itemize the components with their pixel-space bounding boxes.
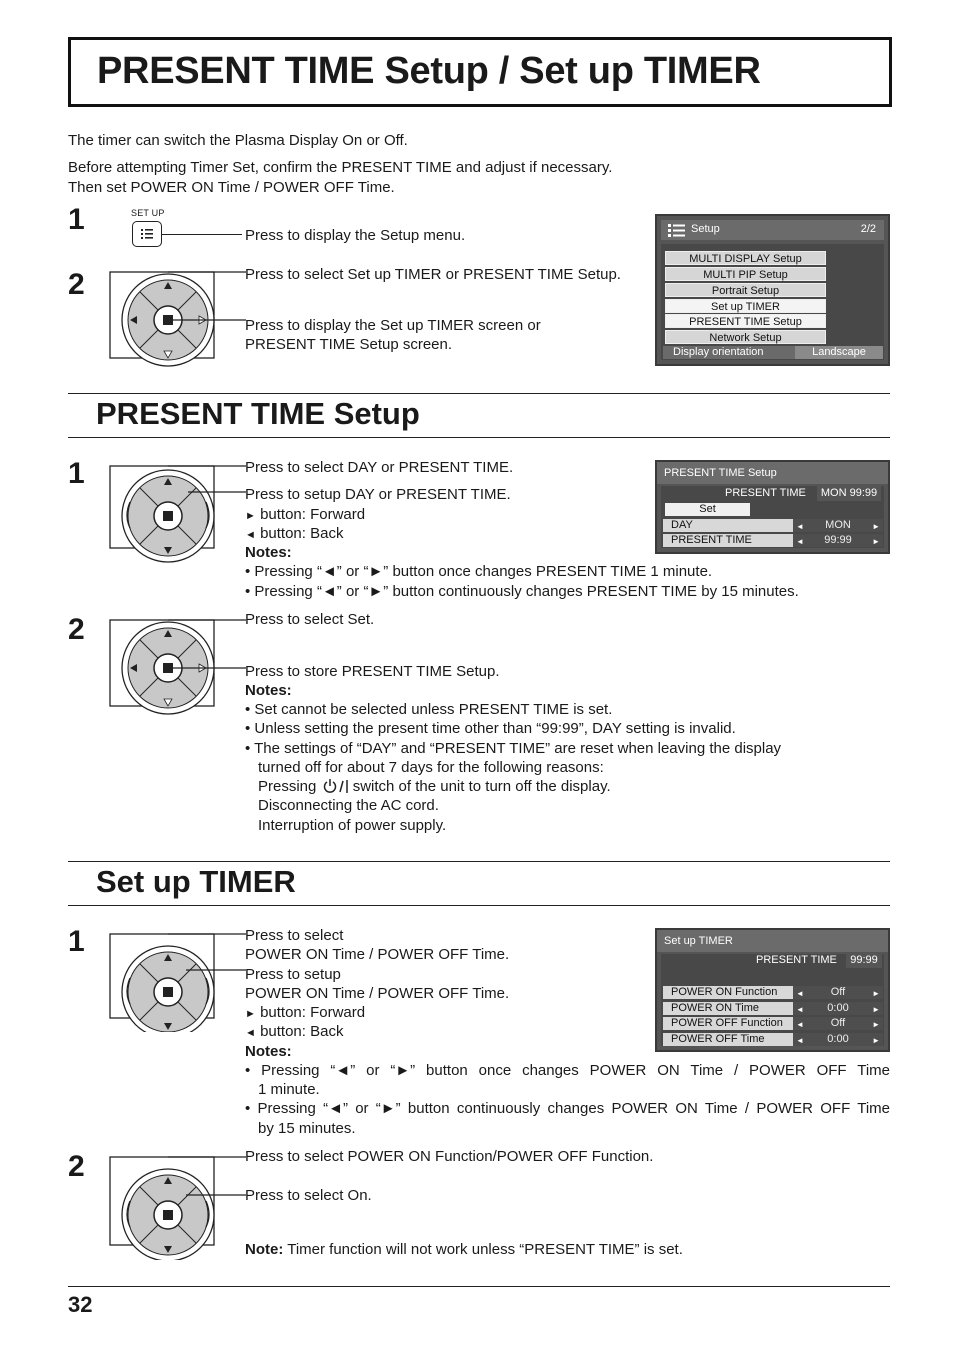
power-off-time-row[interactable]: POWER OFF Time ◄ 0:00 ► (663, 1033, 883, 1046)
instruction-text: POWER ON Time / POWER OFF Time. (245, 946, 510, 963)
notes-label: Notes: (245, 544, 292, 561)
day-row[interactable]: DAY ◄ MON ► (663, 519, 883, 532)
instruction-text: PRESENT TIME Setup screen. (245, 336, 453, 353)
page-title-box (68, 37, 892, 107)
setup-menu-item[interactable]: Set up TIMER (665, 299, 826, 313)
present-time-field: ◄ 99:99 ► (793, 534, 883, 547)
section-rule (68, 437, 890, 438)
notes-label: Notes: (245, 682, 292, 699)
section-heading: PRESENT TIME Setup (96, 396, 420, 431)
step-number: 1 (68, 457, 85, 490)
day-value: ◄ MON ► (793, 519, 883, 532)
note-item: • Pressing “◄” or “►” button continuously changes POWER ON Time / POWER OFF Time (245, 1100, 890, 1117)
setup-menu-item[interactable]: Network Setup (665, 330, 826, 344)
right-arrow-icon: ► (245, 1008, 256, 1020)
osd-page: 2/2 (860, 223, 876, 235)
set-button[interactable]: Set (665, 503, 750, 516)
instruction-text: Press to select Set up TIMER or PRESENT TIME Setup. (245, 266, 621, 283)
step-number: 2 (68, 1150, 85, 1183)
setup-menu-item[interactable]: Portrait Setup (665, 283, 826, 297)
note-item: • Pressing “◄” or “►” button once changes POWER ON Time / POWER OFF Time (245, 1062, 890, 1079)
instruction-text: Press to select (245, 927, 344, 944)
section-heading: Set up TIMER (96, 864, 296, 899)
dpad-icon (108, 618, 248, 718)
section-rule (68, 905, 890, 906)
page-number: 32 (68, 1292, 93, 1317)
note-item-cont: by 15 minutes. (258, 1120, 356, 1137)
note-item: • The settings of “DAY” and “PRESENT TIME” are reset when leaving the display (245, 740, 782, 757)
instruction-text: Press to display the Set up TIMER screen or (245, 317, 541, 334)
menu-list-icon (133, 222, 161, 246)
present-time-osd-panel (655, 460, 890, 554)
note-item-cont: turned off for about 7 days for the following reasons: (258, 759, 604, 776)
power-off-function-row[interactable]: POWER OFF Function ◄ Off ► (663, 1017, 883, 1030)
note-item-cont: Interruption of power supply. (258, 817, 447, 834)
osd-title: Set up TIMER (664, 935, 733, 947)
note-item-cont: 1 minute. (258, 1081, 320, 1098)
instruction-text: Press to display the Setup menu. (245, 227, 466, 244)
instruction-text: Press to setup DAY or PRESENT TIME. (245, 486, 511, 503)
power-off-time-value: ◄ 0:00 ► (793, 1033, 883, 1046)
osd-header (661, 220, 884, 240)
leader-line (162, 234, 242, 235)
back-line: ◄ button: Back (245, 525, 344, 542)
display-orientation-row[interactable] (663, 346, 883, 359)
note-item: • Unless setting the present time other than “99:99”, DAY setting is invalid. (245, 720, 736, 737)
note-item-cont: Pressing switch of the unit to turn off the display. (258, 778, 611, 795)
power-on-time-value: ◄ 0:00 ► (793, 1002, 883, 1015)
present-time-value: 99:99 (846, 952, 882, 968)
power-on-time-row[interactable]: POWER ON Time ◄ 0:00 ► (663, 1002, 883, 1015)
forward-line: ► button: Forward (245, 1004, 366, 1021)
present-time-value: MON 99:99 (817, 485, 881, 501)
instruction-text: POWER ON Time / POWER OFF Time. (245, 985, 510, 1002)
left-arrow-icon: ◄ (245, 529, 256, 541)
instruction-text: Press to select Set. (245, 611, 375, 628)
instruction-text: Press to select On. (245, 1187, 372, 1204)
page-title: PRESENT TIME Setup / Set up TIMER (97, 50, 761, 92)
section-rule (68, 861, 890, 862)
dpad-icon (108, 932, 248, 1032)
timer-note: Note: Timer function will not work unless “PRESENT TIME” is set. (245, 1241, 683, 1258)
left-arrow-icon: ◄ (245, 1027, 256, 1039)
step-number: 2 (68, 268, 85, 301)
setup-osd-panel (655, 214, 890, 366)
present-time-label: PRESENT TIME (725, 487, 806, 499)
note-item: • Set cannot be selected unless PRESENT TIME is set. (245, 701, 613, 718)
setup-menu-item[interactable]: PRESENT TIME Setup (665, 314, 826, 328)
back-line: ◄ button: Back (245, 1023, 344, 1040)
notes-label: Notes: (245, 1043, 292, 1060)
dpad-icon (108, 270, 248, 370)
instruction-text: Press to select DAY or PRESENT TIME. (245, 459, 514, 476)
right-arrow-icon: ► (245, 510, 256, 522)
setup-button-icon (132, 221, 162, 247)
setup-button-label: SET UP (131, 208, 165, 218)
orientation-label: Display orientation (673, 346, 764, 358)
note-item: • Pressing “◄” or “►” button once changes PRESENT TIME 1 minute. (245, 563, 713, 580)
menu-list-icon (668, 224, 686, 237)
footer-rule (68, 1286, 890, 1287)
instruction-text: Press to setup (245, 966, 341, 983)
power-off-function-value: ◄ Off ► (793, 1017, 883, 1030)
note-item-cont: Disconnecting the AC cord. (258, 797, 439, 814)
section-rule (68, 393, 890, 394)
step-number: 2 (68, 613, 85, 646)
setup-menu-item[interactable]: MULTI PIP Setup (665, 267, 826, 281)
orientation-value: Landscape (795, 346, 883, 359)
note-item: • Pressing “◄” or “►” button continuously changes PRESENT TIME by 15 minutes. (245, 583, 799, 600)
setup-menu-item[interactable]: MULTI DISPLAY Setup (665, 251, 826, 265)
instruction-text: Press to store PRESENT TIME Setup. (245, 663, 500, 680)
power-switch-icon (321, 778, 349, 794)
timer-osd-panel (655, 928, 890, 1052)
intro-line-3: Then set POWER ON Time / POWER OFF Time. (68, 179, 395, 196)
dpad-icon (108, 464, 248, 564)
step-number: 1 (68, 925, 85, 958)
instruction-text: Press to select POWER ON Function/POWER OFF Function. (245, 1148, 654, 1165)
present-time-label: PRESENT TIME (756, 954, 837, 966)
intro-line-1: The timer can switch the Plasma Display On or Off. (68, 132, 408, 149)
intro-line-2: Before attempting Timer Set, confirm the PRESENT TIME and adjust if necessary. (68, 159, 613, 176)
dpad-icon (108, 1155, 248, 1260)
power-on-function-row[interactable]: POWER ON Function ◄ Off ► (663, 986, 883, 999)
power-on-function-value: ◄ Off ► (793, 986, 883, 999)
osd-title: Setup (691, 223, 720, 235)
osd-title: PRESENT TIME Setup (664, 467, 777, 479)
forward-line: ► button: Forward (245, 506, 366, 523)
step-number: 1 (68, 203, 85, 236)
present-time-row[interactable]: PRESENT TIME ◄ 99:99 ► (663, 534, 883, 547)
